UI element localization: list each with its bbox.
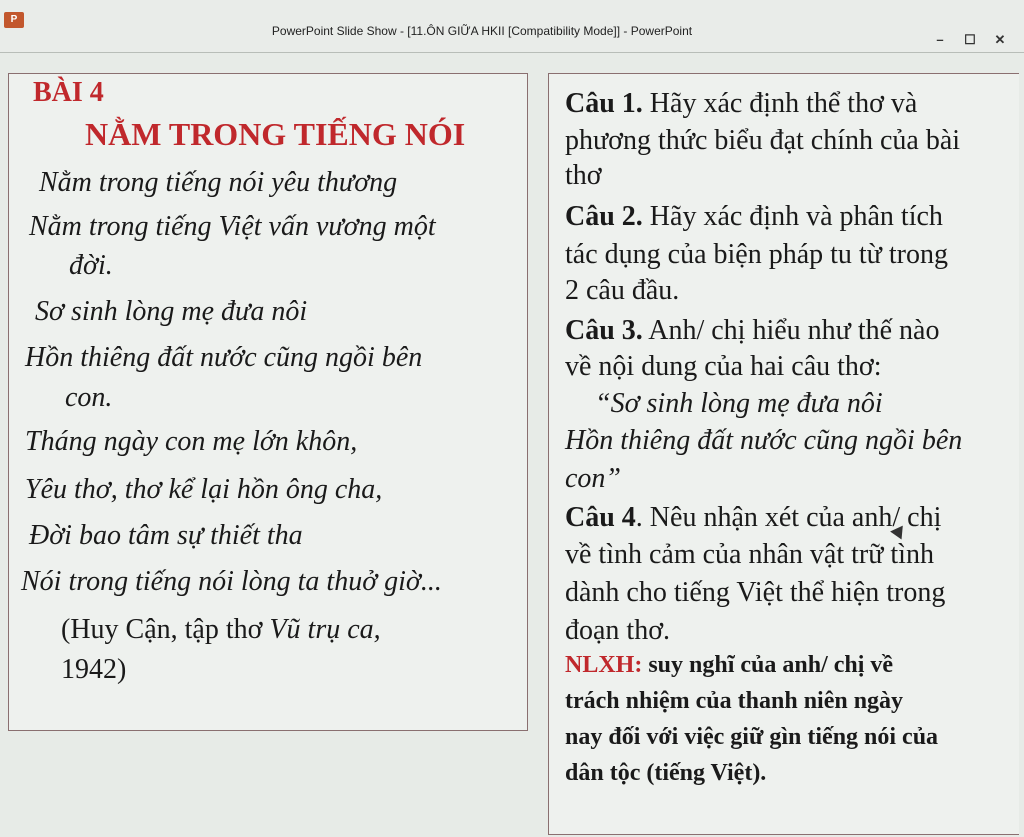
question-quote: Hồn thiêng đất nước cũng ngồi bên xyxy=(565,425,963,456)
question-text: về tình cảm của nhân vật trữ tình xyxy=(565,539,934,570)
question-quote: con” xyxy=(565,463,621,494)
lesson-label: BÀI 4 xyxy=(33,77,104,108)
poem-line: Nói trong tiếng nói lòng ta thuở giờ... xyxy=(21,566,442,597)
powerpoint-icon[interactable]: P xyxy=(4,12,24,28)
restore-button[interactable]: ☐ xyxy=(964,32,976,47)
question-text: thơ xyxy=(565,160,602,191)
poem-line: Tháng ngày con mẹ lớn khôn, xyxy=(25,426,358,457)
question-4: Câu 4. Nêu nhận xét của anh/ chị xyxy=(565,502,942,533)
poem-source: (Huy Cận, tập thơ Vũ trụ ca, xyxy=(61,614,381,645)
poem-line: Hồn thiêng đất nước cũng ngồi bên xyxy=(25,342,423,373)
poem-line: Sơ sinh lòng mẹ đưa nôi xyxy=(35,296,308,327)
poem-source-year: 1942) xyxy=(61,654,127,685)
question-quote: “Sơ sinh lòng mẹ đưa nôi xyxy=(595,388,883,419)
nlxh-text: trách nhiệm của thanh niên ngày xyxy=(565,688,904,714)
nlxh-task: NLXH: suy nghĩ của anh/ chị về xyxy=(565,652,894,678)
poem-line: Nằm trong tiếng Việt vấn vương một xyxy=(29,211,436,242)
window-titlebar xyxy=(0,0,1024,53)
poem-box xyxy=(8,73,528,731)
question-text: đoạn thơ. xyxy=(565,615,671,646)
window-title: PowerPoint Slide Show - [11.ÔN GIỮA HKII [Compatibility Mode]] - PowerPoint xyxy=(271,24,693,38)
question-text: 2 câu đầu. xyxy=(565,275,680,306)
close-button[interactable]: ✕ xyxy=(994,32,1006,47)
poem-title: NẰM TRONG TIẾNG NÓI xyxy=(85,116,466,152)
poem-line: Yêu thơ, thơ kể lại hồn ông cha, xyxy=(25,474,383,505)
question-2: Câu 2. Hãy xác định và phân tích xyxy=(565,201,943,232)
minimize-button[interactable]: – xyxy=(936,32,944,47)
question-text: tác dụng của biện pháp tu từ trong xyxy=(565,239,948,270)
question-text: phương thức biểu đạt chính của bài xyxy=(565,125,961,156)
poem-line: đời. xyxy=(69,250,113,281)
nlxh-text: nay đối với việc giữ gìn tiếng nói của xyxy=(565,724,939,750)
questions-box xyxy=(548,73,1019,835)
poem-line: con. xyxy=(65,382,113,413)
question-3: Câu 3. Anh/ chị hiểu như thế nào xyxy=(565,315,940,346)
question-1: Câu 1. Hãy xác định thể thơ và xyxy=(565,88,918,119)
poem-line: Nằm trong tiếng nói yêu thương xyxy=(39,167,398,198)
slide-canvas[interactable] xyxy=(0,53,1024,837)
question-text: dành cho tiếng Việt thể hiện trong xyxy=(565,577,946,608)
poem-line: Đời bao tâm sự thiết tha xyxy=(29,520,303,551)
question-text: về nội dung của hai câu thơ: xyxy=(565,351,882,382)
nlxh-text: dân tộc (tiếng Việt). xyxy=(565,760,767,786)
